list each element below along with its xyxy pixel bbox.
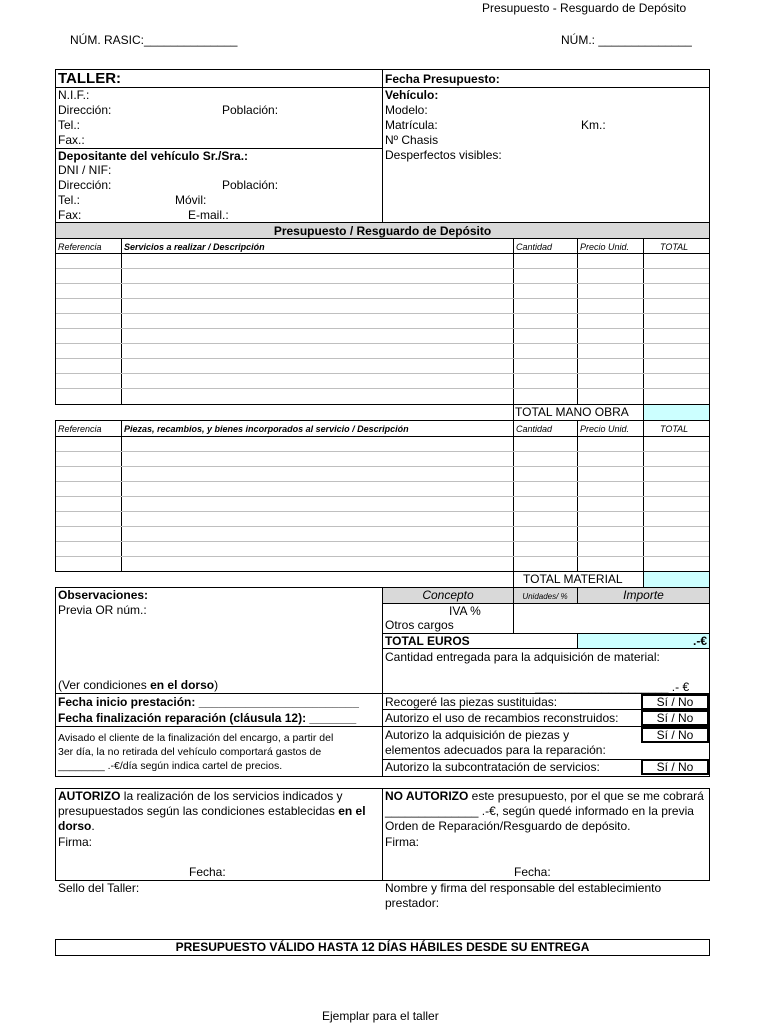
autorizo-adquisicion-label-2: elementos adecuados para la reparación: <box>385 743 606 757</box>
piezas-col-precio: Precio Unid. <box>580 424 630 434</box>
no-autorizo-fecha[interactable]: Fecha: <box>514 865 551 879</box>
total-material-value[interactable] <box>644 572 709 587</box>
total-material-label: TOTAL MATERIAL <box>523 572 623 586</box>
previa-or[interactable]: Previa OR núm.: <box>58 603 147 617</box>
total-mano-obra-label: TOTAL MANO OBRA <box>515 405 629 419</box>
depositante-tel[interactable]: Tel.: <box>58 193 81 207</box>
total-mano-obra-value[interactable] <box>644 405 709 420</box>
servicios-col-desc: Servicios a realizar / Descripción <box>124 242 265 252</box>
vehiculo-desperfectos[interactable]: Desperfectos visibles: <box>385 148 502 162</box>
sello-taller[interactable]: Sello del Taller: <box>58 881 140 895</box>
vehiculo-matricula[interactable]: Matrícula: <box>385 118 438 132</box>
no-autorizo-text: NO AUTORIZO este presupuesto, por el que se me cobrará ______________ .-€, según quedé informado en la previa Orden de Reparación/Resguardo de depósito. <box>385 789 704 833</box>
section-title: Presupuesto / Resguardo de Depósito <box>273 224 492 238</box>
recogere-piezas-label: Recogeré las piezas sustituidas: <box>385 695 558 709</box>
taller-tel[interactable]: Tel.: <box>58 118 81 132</box>
depositante-movil[interactable]: Móvil: <box>175 193 207 207</box>
cantidad-entregada-label: Cantidad entregada para la adquisición de material: <box>385 650 660 664</box>
num-rasic-field[interactable]: NÚM. RASIC:______________ <box>70 33 238 47</box>
autorizo-fecha[interactable]: Fecha: <box>189 865 226 879</box>
importe-header: Importe <box>623 588 664 602</box>
no-autorizo-firma[interactable]: Firma: <box>385 835 419 849</box>
piezas-col-cant: Cantidad <box>516 424 553 434</box>
fecha-fin-field[interactable]: Fecha finalización reparación (cláusula 12): _______ <box>58 711 357 725</box>
depositante-dni[interactable]: DNI / NIF: <box>58 163 112 177</box>
servicios-table <box>55 238 710 405</box>
taller-title: TALLER: <box>58 70 122 87</box>
taller-direccion[interactable]: Dirección: <box>58 103 112 117</box>
vehiculo-modelo[interactable]: Modelo: <box>385 103 428 117</box>
otros-cargos-label: Otros cargos <box>385 618 454 632</box>
cantidad-entregada-field[interactable]: ____________________ .- € <box>535 680 690 694</box>
autorizo-adquisicion-si-no-toggle[interactable]: Sí / No <box>641 727 709 743</box>
vehiculo-chasis[interactable]: Nº Chasis <box>385 133 439 147</box>
num-field[interactable]: NÚM.: ______________ <box>561 33 692 47</box>
autorizo-uso-si-no-toggle[interactable]: Sí / No <box>641 710 709 726</box>
ver-condiciones: (Ver condiciones en el dorso) <box>58 678 219 692</box>
recogere-si-no-toggle[interactable]: Sí / No <box>641 694 709 710</box>
autorizo-subcontratacion-si-no-toggle[interactable]: Sí / No <box>641 759 709 775</box>
autorizo-subcontratacion-label: Autorizo la subcontratación de servicios: <box>385 760 600 774</box>
iva-label: IVA % <box>449 604 481 618</box>
concepto-header: Concepto <box>422 588 474 602</box>
autorizo-text: AUTORIZO la realización de los servicios indicados y presupuestados según las condiciones establecidas en el dorso. <box>58 789 366 833</box>
validez-text: PRESUPUESTO VÁLIDO HASTA 12 DÍAS HÁBILES DESDE SU ENTREGA <box>175 940 590 954</box>
avisado-line-2: 3er día, la no retirada del vehículo comportará gastos de <box>58 746 322 758</box>
piezas-col-desc: Piezas, recambios, y bienes incorporados al servicio / Descripción <box>124 424 409 434</box>
servicios-col-cant: Cantidad <box>516 242 553 252</box>
nombre-firma-responsable[interactable]: Nombre y firma del responsable del establecimiento prestador: <box>385 881 662 910</box>
piezas-col-ref: Referencia <box>58 424 102 434</box>
avisado-line-1: Avisado el cliente de la finalización del encargo, a partir del <box>58 732 334 744</box>
autorizo-firma[interactable]: Firma: <box>58 835 92 849</box>
total-euros-label: TOTAL EUROS <box>385 634 470 648</box>
depositante-direccion[interactable]: Dirección: <box>58 178 112 192</box>
ejemplar-text: Ejemplar para el taller <box>322 1009 439 1023</box>
taller-poblacion[interactable]: Población: <box>222 103 279 117</box>
total-euros-value[interactable]: .-€ <box>692 634 707 648</box>
servicios-col-precio: Precio Unid. <box>580 242 630 252</box>
fecha-presupuesto[interactable]: Fecha Presupuesto: <box>385 72 500 86</box>
depositante-email[interactable]: E-mail.: <box>188 208 229 222</box>
servicios-col-total: TOTAL <box>660 242 689 252</box>
depositante-fax[interactable]: Fax: <box>58 208 82 222</box>
document-title: Presupuesto - Resguardo de Depósito <box>482 1 687 15</box>
piezas-col-total: TOTAL <box>660 424 689 434</box>
autorizo-adquisicion-label-1: Autorizo la adquisición de piezas y <box>385 728 570 742</box>
taller-fax[interactable]: Fax.: <box>58 133 85 147</box>
avisado-line-3[interactable]: ________ .-€/día según indica cartel de precios. <box>58 760 283 772</box>
depositante-poblacion[interactable]: Población: <box>222 178 279 192</box>
servicios-col-ref: Referencia <box>58 242 102 252</box>
vehiculo-title: Vehículo: <box>385 88 439 102</box>
unidades-header: Unidades/ % <box>522 592 568 601</box>
taller-nif[interactable]: N.I.F.: <box>58 88 90 102</box>
autorizo-uso-label: Autorizo el uso de recambios reconstruidos: <box>385 711 619 725</box>
vehiculo-km[interactable]: Km.: <box>581 118 606 132</box>
depositante-title: Depositante del vehículo Sr./Sra.: <box>58 149 249 163</box>
fecha-inicio-field[interactable]: Fecha inicio prestación: ________________________ <box>58 695 359 709</box>
observaciones-title: Observaciones: <box>58 588 149 602</box>
